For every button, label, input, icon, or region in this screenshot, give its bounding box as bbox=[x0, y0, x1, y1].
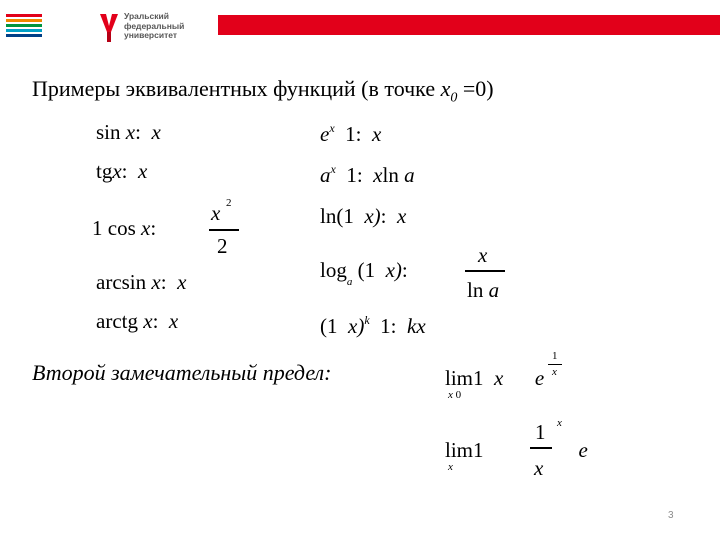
stripe-cyan bbox=[6, 29, 42, 32]
heading-tail: =0) bbox=[457, 76, 494, 101]
limit-2: lim1 bbox=[445, 438, 484, 462]
formula-cos: 1 cos x: bbox=[92, 216, 157, 240]
stripe-green bbox=[6, 24, 42, 27]
limit-1-subscript: x 0 bbox=[448, 389, 462, 401]
limit-2-bar bbox=[530, 447, 552, 449]
limit-2-exp: x bbox=[557, 417, 562, 429]
page-number: 3 bbox=[668, 510, 674, 521]
logo-line-1: Уральский bbox=[124, 11, 169, 21]
formula-arcsin: arcsin x: x bbox=[96, 270, 187, 294]
stripes-decoration bbox=[6, 14, 42, 39]
stripe-orange bbox=[6, 19, 42, 22]
formula-power: (1 x)$^k$ 1: kx bbox=[320, 313, 426, 338]
university-logo-text bbox=[124, 12, 184, 41]
formula-log-denominator: ln a bbox=[467, 278, 500, 302]
heading-sub: 0 bbox=[450, 90, 458, 106]
university-logo-icon bbox=[98, 12, 120, 44]
formula-cos-fraction-bar bbox=[209, 229, 239, 231]
formula-log-numerator: x bbox=[478, 243, 488, 267]
formula-cos-exponent: 2 bbox=[226, 197, 232, 209]
stripe-blue bbox=[6, 34, 42, 37]
limit-2-subscript: x bbox=[448, 461, 453, 473]
formula-exp: $e^x$ 1: x bbox=[320, 121, 382, 146]
formula-ax: $a^x$ 1: xln a bbox=[320, 162, 415, 187]
logo-line-2: федеральный bbox=[124, 20, 185, 31]
heading-text: Примеры эквивалентных функций (в точке bbox=[32, 76, 441, 101]
limit-1: lim1 x e bbox=[445, 366, 545, 390]
limit-1-exp-den: x bbox=[552, 366, 557, 378]
formula-arctg: arctg x: x bbox=[96, 309, 179, 333]
limit-1-exp-bar bbox=[548, 364, 562, 365]
logo-line-3: университет bbox=[124, 30, 178, 40]
heading-var: x bbox=[440, 76, 451, 101]
formula-sin: sin x: x bbox=[96, 120, 161, 144]
formula-tg: tgx: x bbox=[96, 159, 148, 183]
limit-1-exp-num: 1 bbox=[552, 350, 558, 362]
limit-2-den: x bbox=[534, 456, 544, 480]
formula-log-fraction-bar bbox=[465, 270, 505, 272]
slide-heading bbox=[32, 76, 494, 106]
stripe-red bbox=[6, 14, 42, 17]
header-red-bar bbox=[218, 15, 720, 35]
limit-2-num: 1 bbox=[535, 420, 546, 444]
formula-cos-numerator: x bbox=[211, 201, 221, 225]
second-limit-label: Второй замечательный предел: bbox=[32, 360, 332, 385]
formula-ln: ln(1 x): x bbox=[320, 204, 407, 228]
formula-cos-denominator: 2 bbox=[217, 234, 228, 258]
formula-log: $\log_a (1$ x): bbox=[320, 258, 408, 288]
limit-2-rhs: e bbox=[578, 438, 588, 462]
